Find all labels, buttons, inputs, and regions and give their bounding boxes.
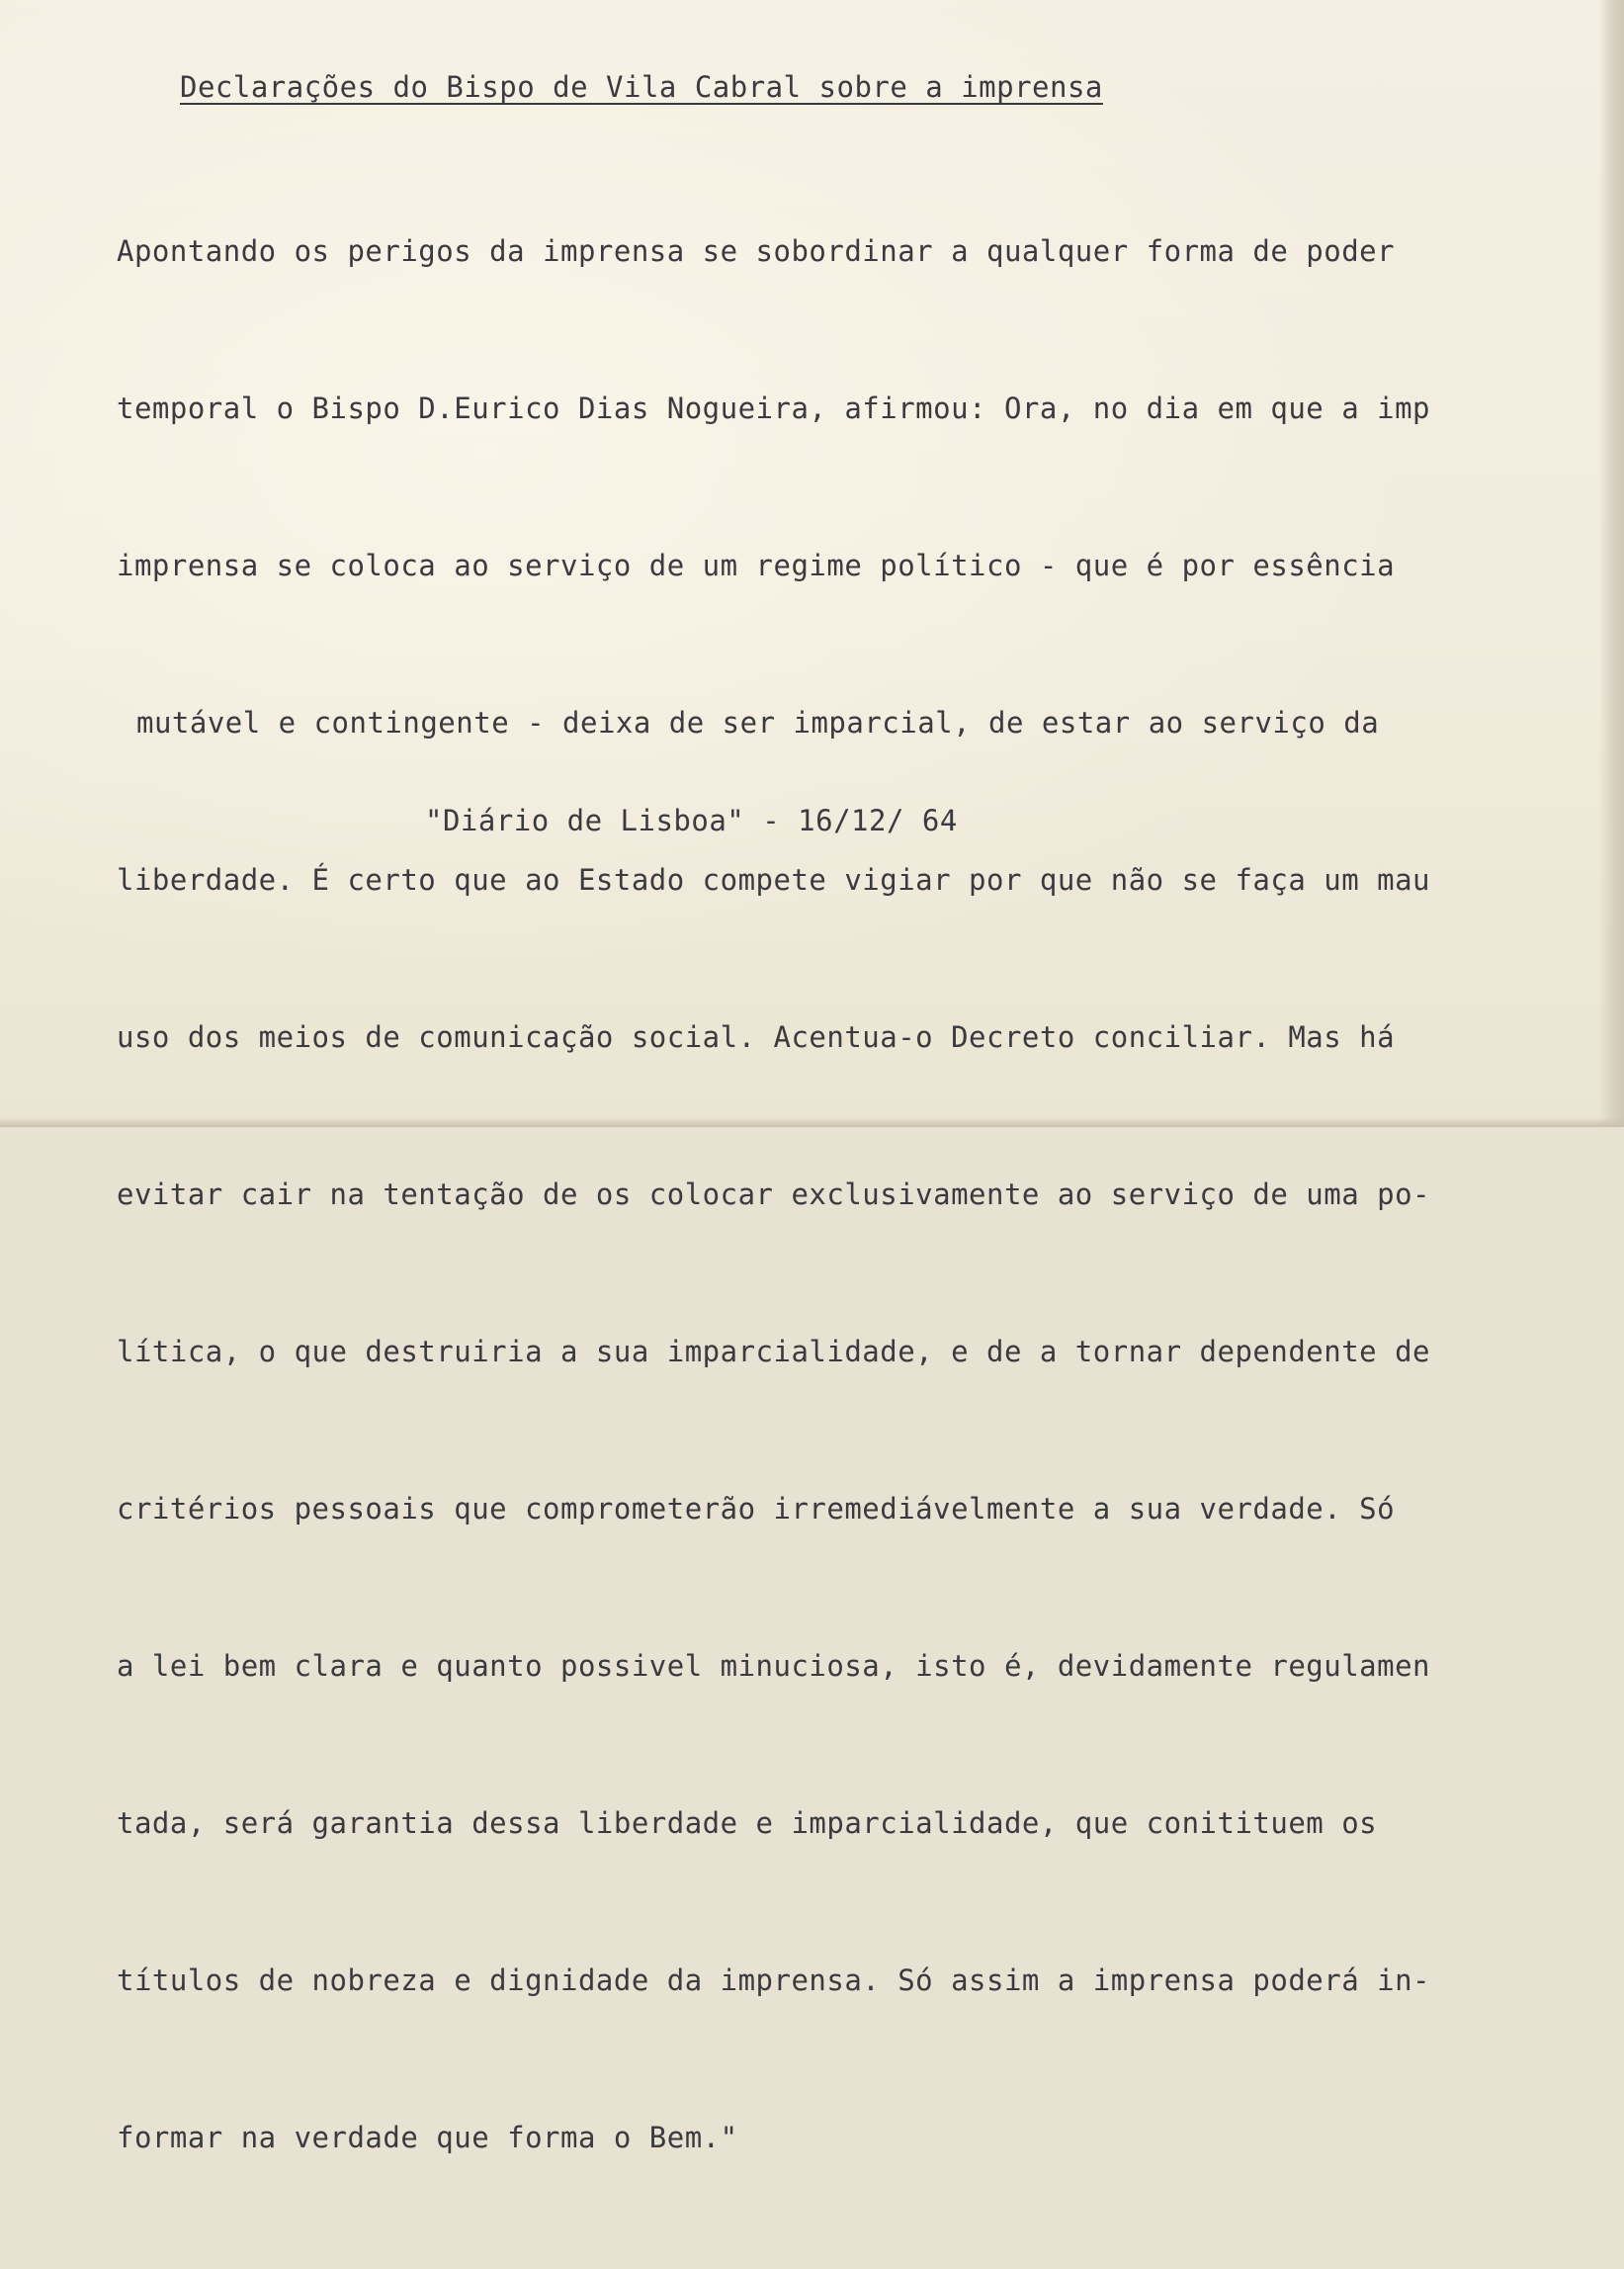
body-line: imprensa se coloca ao serviço de um regime político - que é por essência [117, 549, 1396, 582]
body-line: critérios pessoais que comprometerão irremediávelmente a sua verdade. Só [117, 1492, 1396, 1526]
body-line: tada, será garantia dessa liberdade e imparcialidade, que conitituem os [117, 1806, 1378, 1840]
document-body [117, 121, 1430, 2269]
body-line: lítica, o que destruiria a sua imparcialidade, e de a tornar dependente de [117, 1335, 1431, 1368]
body-line: temporal o Bispo D.Eurico Dias Nogueira, afirmou: Ora, no dia em que a imp [117, 392, 1431, 425]
body-line: uso dos meios de comunicação social. Acentua-o Decreto conciliar. Mas há [117, 1020, 1396, 1054]
body-line: Apontando os perigos da imprensa se sobordinar a qualquer forma de poder [117, 234, 1396, 268]
body-line: formar na verdade que forma o Bem." [117, 2121, 738, 2154]
paper-right-edge [1598, 0, 1624, 1127]
body-line: títulos de nobreza e dignidade da imprensa. Só assim a imprensa poderá in- [117, 1964, 1431, 1997]
body-line: evitar cair na tentação de os colocar exclusivamente ao serviço de uma po- [117, 1178, 1431, 1211]
body-line: liberdade. É certo que ao Estado compete vigiar por que não se faça um mau [117, 863, 1431, 897]
document-title: Declarações do Bispo de Vila Cabral sobre a imprensa [180, 70, 1103, 104]
body-line: a lei bem clara e quanto possivel minuciosa, isto é, devidamente regulamen [117, 1649, 1431, 1683]
source-citation: "Diário de Lisboa" - 16/12/ 64 [425, 804, 958, 837]
body-line: mutável e contingente - deixa de ser imparcial, de estar ao serviço da [136, 706, 1380, 740]
